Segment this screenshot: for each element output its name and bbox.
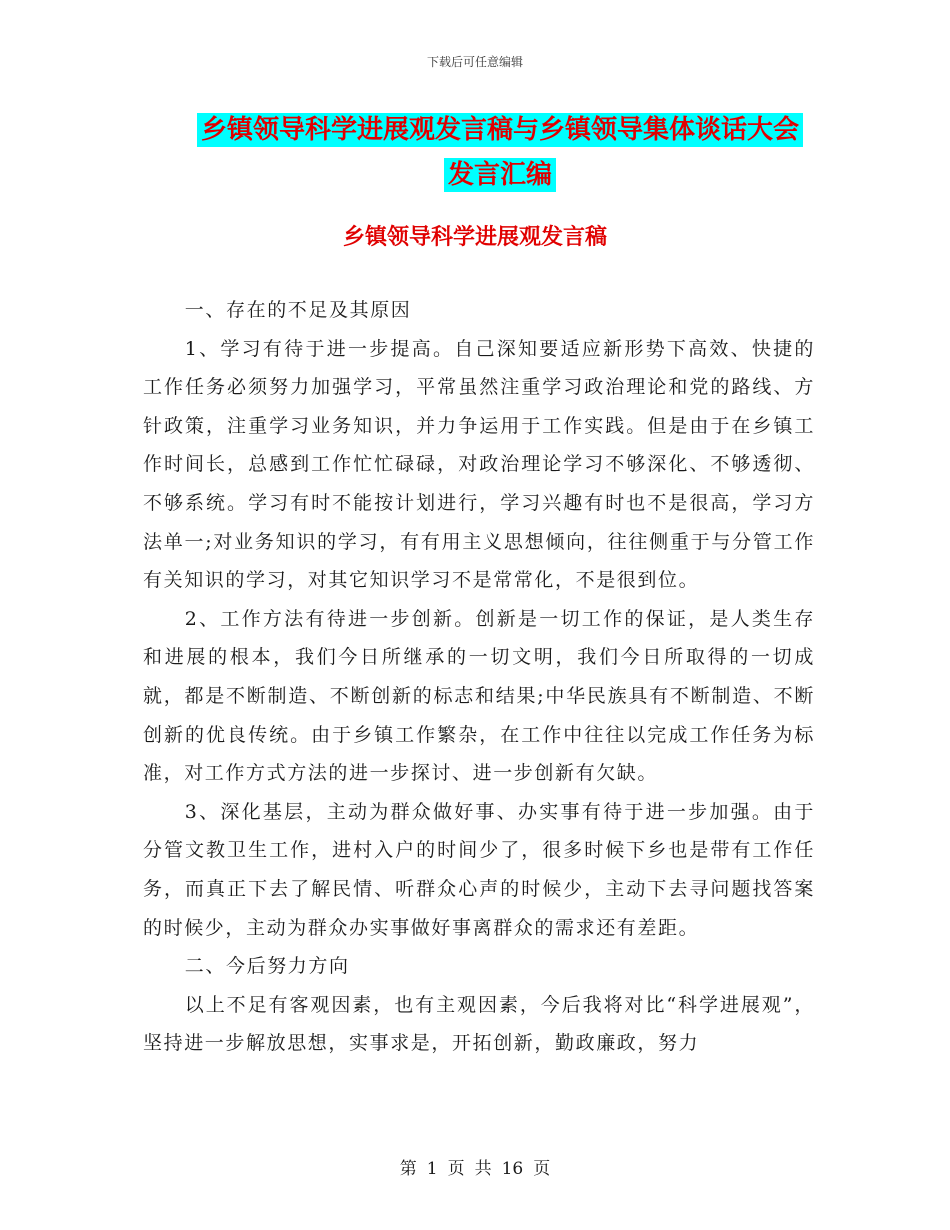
body-paragraph: 2、工作方法有待进一步创新。创新是一切工作的保证，是人类生存和进展的根本，我们今日所继承的一切文明，我们今日所取得的一切成就，都是不断制造、不断创新的标志和结果;中华民族具有不断制造、不断创新的优良传统。由于乡镇工作繁杂，在工作中往往以完成工作任务为标准，对工作方式方法的进一步探讨、进一步创新有欠缺。 — [143, 607, 815, 785]
document-body — [143, 291, 815, 1063]
document-title-line2: 发言汇编 — [444, 158, 556, 192]
document-title-line1: 乡镇领导科学进展观发言稿与乡镇领导集体谈话大会 — [197, 113, 803, 147]
body-paragraph: 3、深化基层，主动为群众做好事、办实事有待于进一步加强。由于分管文教卫生工作，进村入户的时间少了，很多时候下乡也是带有工作任务，而真正下去了解民情、听群众心声的时候少，主动下去寻问题找答案的时候少，主动为群众办实事做好事离群众的需求还有差距。 — [143, 800, 815, 939]
body-paragraph: 1、学习有待于进一步提高。自己深知要适应新形势下高效、快捷的工作任务必须努力加强学习，平常虽然注重学习政治理论和党的路线、方针政策，注重学习业务知识，并力争运用于工作实践。但是由于在乡镇工作时间长，总感到工作忙忙碌碌，对政治理论学习不够深化、不够透彻、不够系统。学习有时不能按计划进行，学习兴趣有时也不是很高，学习方法单一;对业务知识的学习，有有用主义思想倾向，往往侧重于与分管工作有关知识的学习，对其它知识学习不是常常化，不是很到位。 — [143, 337, 815, 592]
body-paragraph: 一、存在的不足及其原因 — [184, 299, 412, 321]
body-paragraph: 二、今后努力方向 — [184, 955, 350, 978]
body-paragraph: 以上不足有客观因素，也有主观因素，今后我将对比“科学进展观”，坚持进一步解放思想，实事求是，开拓创新，勤政廉政，努力 — [143, 993, 815, 1055]
footer-page-number: 1 — [426, 1159, 438, 1179]
page-footer — [0, 1154, 950, 1179]
section-title: 乡镇领导科学进展观发言稿 — [342, 225, 607, 250]
footer-total-pages: 16 — [501, 1159, 524, 1179]
document-title — [120, 108, 880, 198]
footer-mid2: 共 — [474, 1159, 492, 1179]
footer-prefix: 第 — [399, 1159, 417, 1179]
footer-suffix: 页 — [533, 1159, 551, 1179]
header-note: 下载后可任意编辑 — [426, 55, 523, 69]
footer-mid1: 页 — [447, 1159, 465, 1179]
